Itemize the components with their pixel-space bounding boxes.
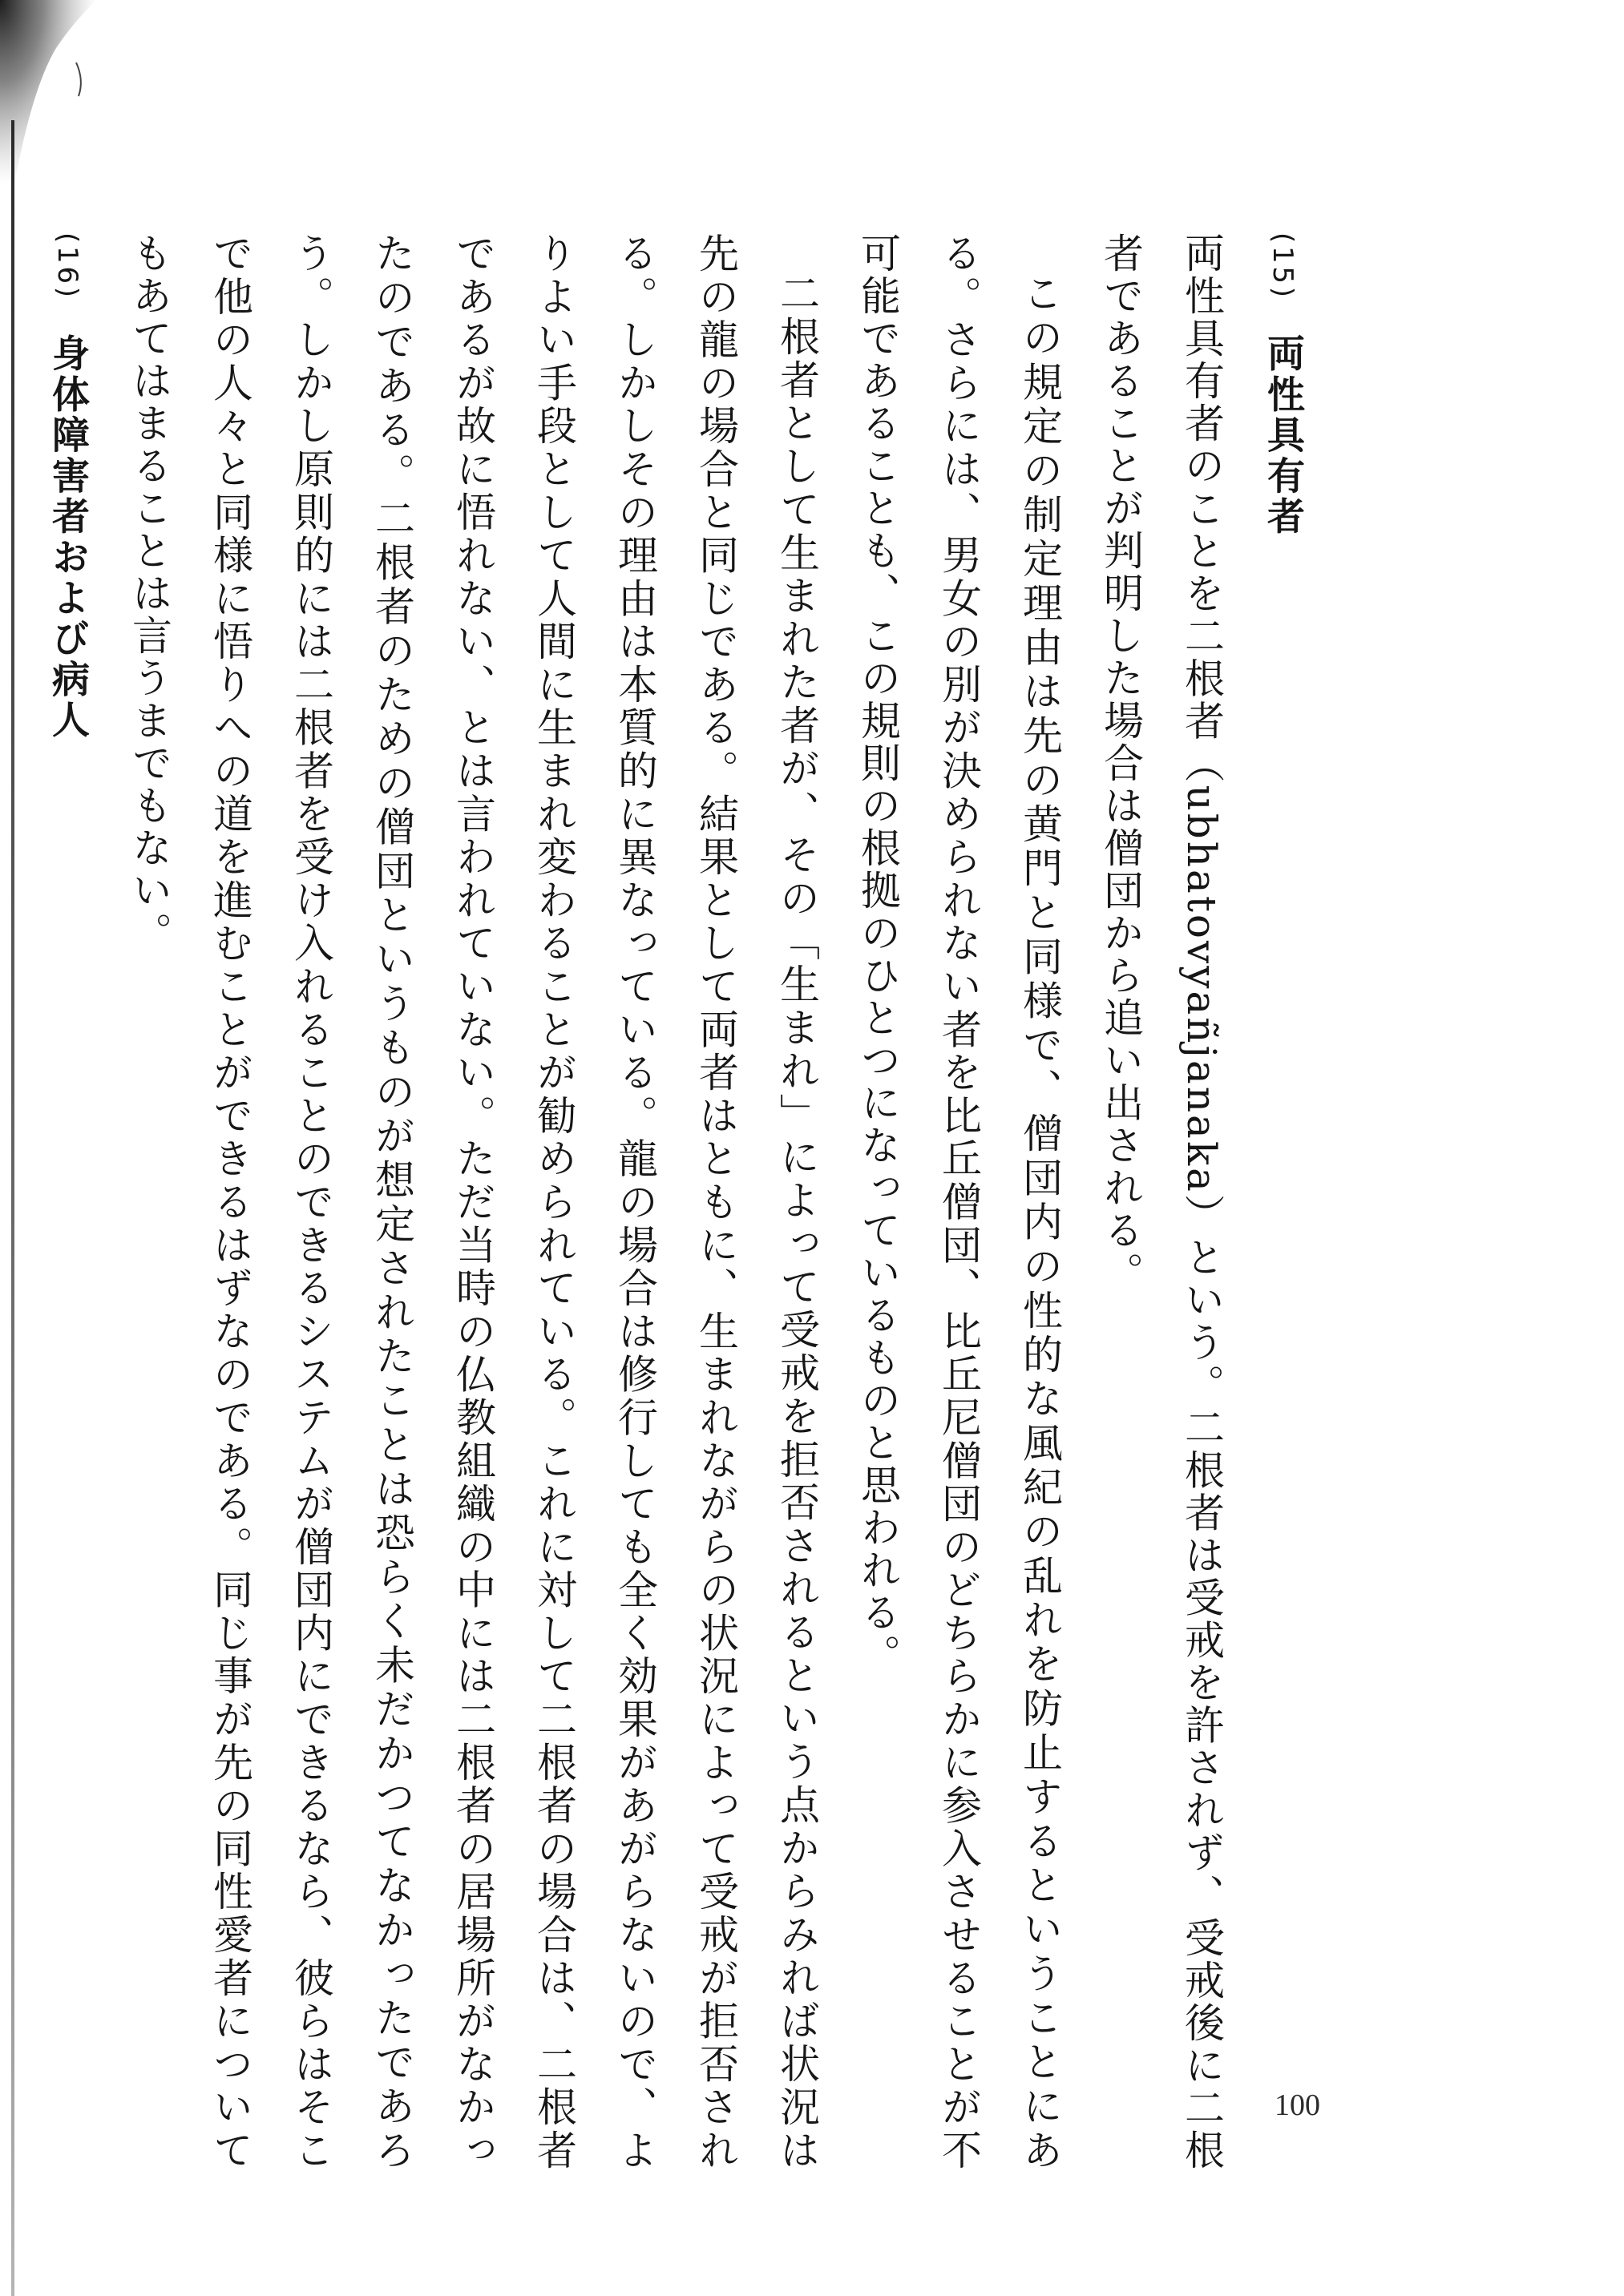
scan-shadow-decoration [0,0,136,184]
section-heading [1242,232,1323,2172]
section-heading [26,232,108,2172]
section-title: 身体障害者および病人 [46,333,90,741]
paragraph: この規定の制定理由は先の黄門と同様で、僧団内の性的な風紀の乱れを防止するということにある。さらには、男女の別が決められない者を比丘僧団、比丘尼僧団のどちらかに参入させることが不可能であることも、この規則の根拠のひとつになっているものと思われる。 [854,232,1063,2172]
section-number: (15) [1266,232,1299,301]
paragraph: 二根者として生まれた者が、その「生まれ」によって受戒を拒否されるという点からみれば状況は先の龍の場合と同じである。結果として両者はともに、生まれながらの状況によって受戒が拒否される。しかしその理由は本質的に異なっている。龍の場合は修行しても全く効果があがらないので、よりよい手段として人間に生まれ変わることが勧められている。これに対して二根者の場合は、二根者であるが故に悟れない、とは言われていない。ただ当時の仏教組織の中には二根者の居場所がなかったのである。二根者のための僧団というものが想定されたことは恐らく未だかつてなかったであろう。しかし原則的には二根者を受け入れることのできるシステムが僧団内にできるなら、彼らはそこで他の人々と同様に悟りへの道を進むことができるはずなのである。同じ事が先の同性愛者についてもあてはまることは言うまでもない。 [126,232,820,2172]
section-number: (16) [51,232,83,301]
paragraph: 両性具有者のことを二根者（ubhatovyañjanaka）という。二根者は受戒を許されず、受戒後に二根者であることが判明した場合は僧団から追い出される。 [1097,232,1225,2172]
page-body [0,232,1323,2172]
page-number: 100 [1275,2088,1320,2122]
section-title: 両性具有者 [1261,333,1305,538]
